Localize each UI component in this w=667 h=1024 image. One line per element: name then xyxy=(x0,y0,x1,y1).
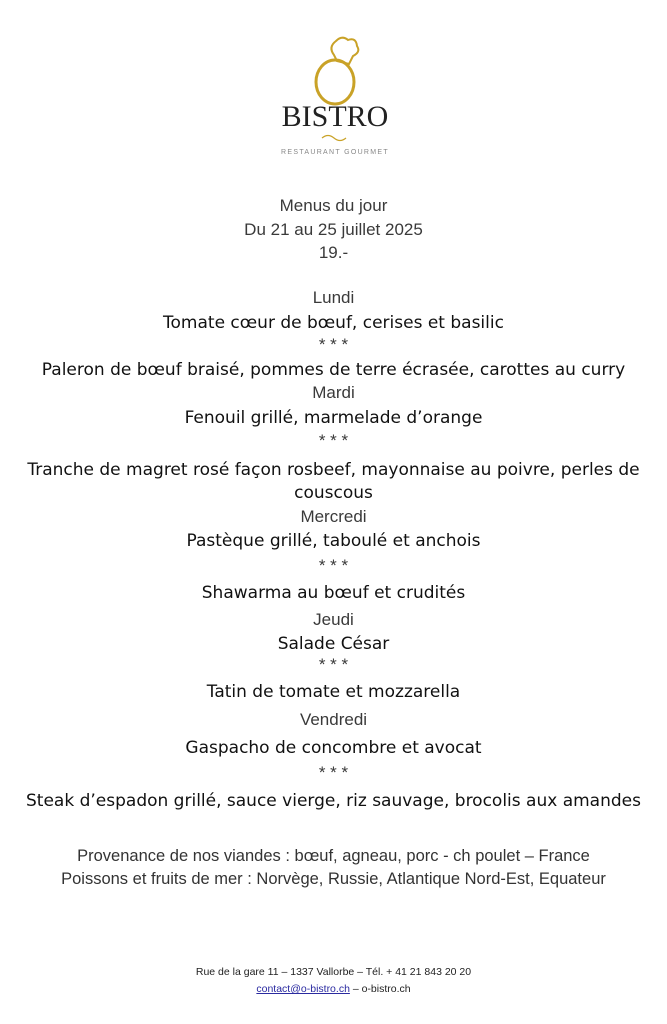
day-label: Mercredi xyxy=(300,507,367,526)
starter: Fenouil grillé, marmelade d’orange xyxy=(184,408,483,428)
footer-address: Rue de la gare 11 – 1337 Vallorbe – Tél. + 41 21 843 20 20 xyxy=(195,966,472,978)
footer-separator: – xyxy=(349,983,362,995)
separator: * * * xyxy=(318,763,349,782)
main-course: Tatin de tomate et mozzarella xyxy=(206,682,461,702)
menu-dates: Du 21 au 25 juillet 2025 xyxy=(244,220,423,239)
starter: Salade César xyxy=(277,634,390,654)
email-link[interactable]: contact@o-bistro.ch xyxy=(256,983,350,995)
starter: Tomate cœur de bœuf, cerises et basilic xyxy=(163,313,504,333)
separator: * * * xyxy=(318,431,349,450)
menu-price: 19.- xyxy=(318,243,349,262)
separator: * * * xyxy=(318,556,349,575)
logo-tagline-text: RESTAURANT GOURMET xyxy=(281,149,389,156)
fish-provenance: Poissons et fruits de mer : Norvège, Russie, Atlantique Nord-Est, Equateur xyxy=(61,870,606,888)
main-course-continued: couscous xyxy=(294,483,373,503)
bistro-logo xyxy=(260,25,410,160)
starter: Pastèque grillé, taboulé et anchois xyxy=(186,531,481,551)
day-label: Lundi xyxy=(312,288,355,307)
menu-title: Menus du jour xyxy=(279,196,388,215)
starter: Gaspacho de concombre et avocat xyxy=(185,738,482,758)
footer-contact xyxy=(0,982,667,996)
day-label: Vendredi xyxy=(299,710,368,729)
logo-brand-text: BISTRO xyxy=(281,100,389,133)
day-label: Jeudi xyxy=(313,610,354,629)
main-course: Paleron de bœuf braisé, pommes de terre écrasée, carottes au curry xyxy=(41,360,626,380)
separator: * * * xyxy=(318,655,349,674)
main-course: Shawarma au bœuf et crudités xyxy=(201,583,466,603)
website-text: o-bistro.ch xyxy=(361,983,411,995)
meat-provenance: Provenance de nos viandes : bœuf, agneau, porc - ch poulet – France xyxy=(77,847,590,865)
separator: * * * xyxy=(318,335,349,354)
main-course: Tranche de magret rosé façon rosbeef, mayonnaise au poivre, perles de xyxy=(27,460,640,480)
day-label: Mardi xyxy=(312,383,355,402)
main-course: Steak d’espadon grillé, sauce vierge, riz sauvage, brocolis aux amandes xyxy=(26,791,641,811)
